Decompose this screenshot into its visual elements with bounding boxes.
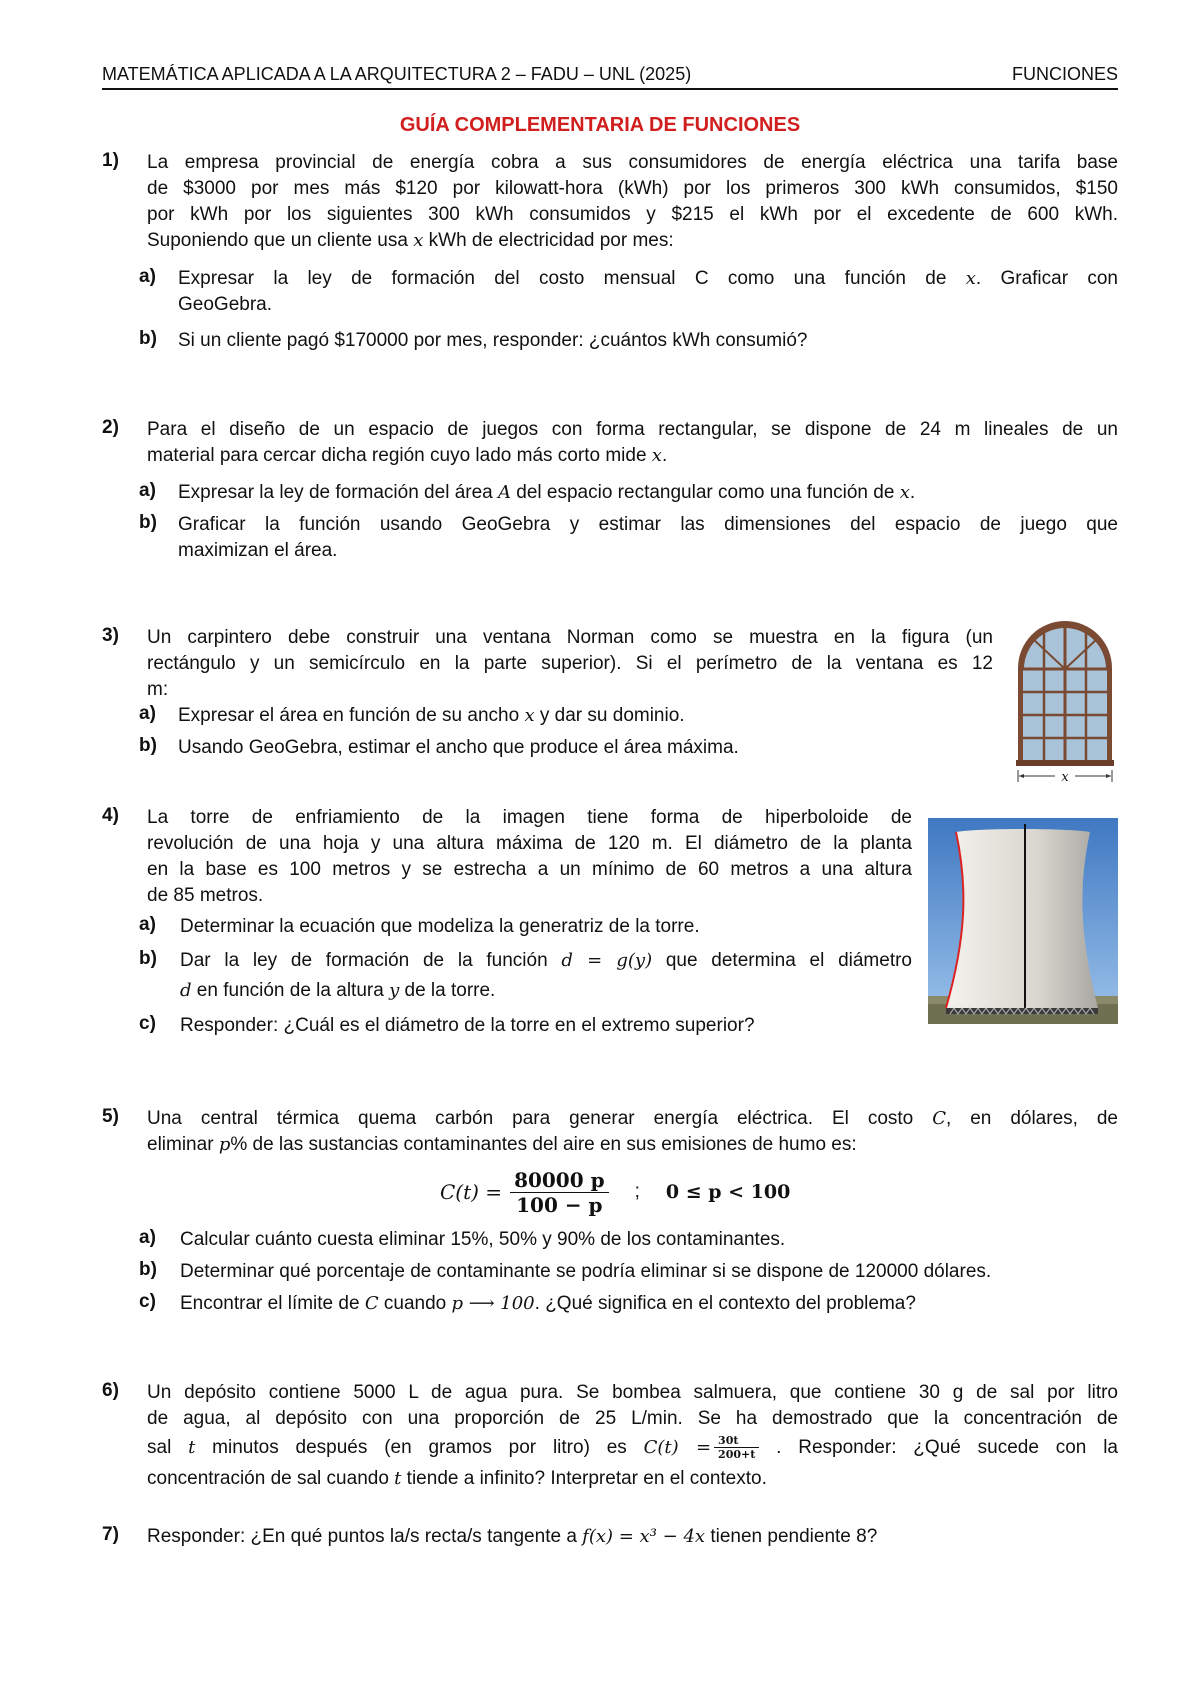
text: Suponiendo que un cliente usa [147, 230, 414, 251]
exercise-number: 6) [102, 1380, 119, 1401]
exercise-2a-text [178, 480, 915, 506]
exercise-4-line-4: de 85 metros. [147, 885, 264, 906]
text: . Graficar con [975, 268, 1118, 289]
exercise-4-line-2: revolución de una hoja y una altura máxima de 120 m. El diámetro de la planta [147, 833, 912, 854]
item-label: a) [139, 703, 156, 724]
figure-width-label: x [1061, 770, 1069, 785]
exercise-number: 3) [102, 625, 119, 646]
text: concentración de sal cuando [147, 1468, 395, 1489]
exercise-7-text [147, 1524, 877, 1550]
page-header [102, 62, 1118, 90]
exercise-number: 5) [102, 1106, 119, 1127]
exercise-4-line-1: La torre de enfriamiento de la imagen tiene forma de hiperboloide de [147, 807, 912, 828]
text: que determina el diámetro [652, 950, 912, 971]
formula-fraction [510, 1168, 609, 1217]
item-label: b) [139, 1259, 157, 1280]
text: cuando [378, 1293, 452, 1314]
text: Expresar la ley de formación del área [178, 482, 498, 503]
exercise-2b-line-2: maximizan el área. [178, 540, 338, 561]
header-topic: FUNCIONES [1011, 64, 1118, 84]
item-label: b) [139, 948, 157, 969]
text: , en dólares, de [945, 1108, 1119, 1129]
exercise-3-line-1: Un carpintero debe construir una ventana Norman como se muestra en la figura (un [147, 627, 993, 648]
exercise-4a-text: Determinar la ecuación que modeliza la generatriz de la torre. [180, 916, 700, 937]
text: Una central térmica quema carbón para generar energía eléctrica. El costo [147, 1108, 933, 1129]
text: . [661, 445, 668, 466]
math-expression: d = g(y) [561, 950, 653, 971]
math-var: C [932, 1108, 946, 1129]
exercise-4b-line-1 [180, 948, 912, 974]
exercise-3b-text: Usando GeoGebra, estimar el ancho que produce el área máxima. [178, 737, 739, 758]
item-label: a) [139, 266, 156, 287]
exercise-1-line-3: por kWh por los siguientes 300 kWh consumidos y $215 el kWh por el excedente de 600 kWh. [147, 204, 1118, 225]
exercise-6-line-4 [147, 1466, 767, 1492]
item-label: c) [139, 1291, 156, 1312]
item-label: b) [139, 512, 157, 533]
item-label: c) [139, 1013, 156, 1034]
text: del espacio rectangular como una función de [511, 482, 900, 503]
text: Expresar la ley de formación del costo mensual C como una función de [178, 268, 966, 289]
exercise-2-line-1: Para el diseño de un espacio de juegos con forma rectangular, se dispone de 24 m lineales de un [147, 419, 1118, 440]
norman-window-figure [1010, 612, 1120, 788]
exercise-3-line-2: rectángulo y un semicírculo en la parte superior). Si el perímetro de la ventana es 12 [147, 653, 993, 674]
text: Encontrar el límite de [180, 1293, 365, 1314]
math-var: x [651, 445, 662, 466]
exercise-1a-line-2: GeoGebra. [178, 294, 272, 315]
exercise-6-line-1: Un depósito contiene 5000 L de agua pura. Se bombea salmuera, que contiene 30 g de sal por litro [147, 1382, 1118, 1403]
math-var: A [498, 482, 511, 503]
item-label: a) [139, 914, 156, 935]
exercise-5a-text: Calcular cuánto cuesta eliminar 15%, 50% y 90% de los contaminantes. [180, 1229, 786, 1250]
exercise-number: 1) [102, 150, 119, 171]
exercise-1-line-1: La empresa provincial de energía cobra a sus consumidores de energía eléctrica una tarifa base [147, 152, 1118, 173]
exercise-4c-text: Responder: ¿Cuál es el diámetro de la torre en el extremo superior? [180, 1015, 755, 1036]
exercise-number: 2) [102, 417, 119, 438]
math-var: C [364, 1293, 379, 1314]
math-var: y [389, 980, 400, 1001]
math-var: t [394, 1468, 402, 1489]
text: minutos después (en gramos por litro) es [195, 1437, 644, 1458]
exercise-2b-line-1: Graficar la función usando GeoGebra y estimar las dimensiones del espacio de juego que [178, 514, 1118, 535]
text: de la torre. [399, 980, 496, 1001]
exercise-5c-text [180, 1291, 916, 1317]
text: kWh de electricidad por mes: [423, 230, 674, 251]
cost-formula [440, 1162, 790, 1222]
math-expression: C(t) = [643, 1437, 712, 1458]
math-var: t [188, 1437, 196, 1458]
formula-domain: 0 ≤ p < 100 [665, 1181, 791, 1203]
formula-lhs: C(t) = [440, 1180, 503, 1204]
exercise-3-line-3: m: [147, 679, 169, 700]
text: sal [147, 1437, 189, 1458]
formula-numerator: 80000 p [510, 1168, 609, 1193]
exercise-6-line-2: de agua, al depósito con una proporción de 25 L/min. Se ha demostrado que la concentración de [147, 1408, 1118, 1429]
exercise-1-line-4 [147, 228, 674, 254]
exercise-4-line-3: en la base es 100 metros y se estrecha a un mínimo de 60 metros a una altura [147, 859, 912, 880]
concentration-fraction [714, 1434, 759, 1461]
exercise-5-line-1 [147, 1106, 1118, 1132]
math-var: d [180, 980, 192, 1001]
exercise-1a-line-1 [178, 266, 1118, 292]
math-var: x [965, 268, 976, 289]
item-label: b) [139, 735, 157, 756]
text: Dar la ley de formación de la función [180, 950, 562, 971]
text: Responder: ¿En qué puntos la/s recta/s tangente a [147, 1526, 583, 1547]
exercise-number: 4) [102, 805, 119, 826]
formula-denominator: 100 − p [516, 1192, 603, 1217]
exercise-6-line-3 [147, 1432, 1118, 1464]
text: . [909, 482, 916, 503]
item-label: a) [139, 1227, 156, 1248]
text: . ¿Qué significa en el contexto del problema? [534, 1293, 916, 1314]
exercise-2-line-2 [147, 443, 667, 469]
exercise-3a-text [178, 703, 685, 729]
math-expression: p ⟶ 100 [451, 1293, 535, 1314]
text: tienen pendiente 8? [705, 1526, 878, 1547]
text: en función de la altura [191, 980, 390, 1001]
text: material para cercar dicha región cuyo lado más corto mide [147, 445, 652, 466]
text: Expresar el área en función de su ancho [178, 705, 525, 726]
text: tiende a infinito? Interpretar en el contexto. [401, 1468, 767, 1489]
exercise-1b-text: Si un cliente pagó $170000 por mes, responder: ¿cuántos kWh consumió? [178, 330, 808, 351]
page-title: GUÍA COMPLEMENTARIA DE FUNCIONES [399, 114, 801, 136]
text: . Responder: ¿Qué sucede con la [759, 1437, 1118, 1458]
exercise-5-line-2 [147, 1132, 857, 1158]
math-var: x [413, 230, 424, 251]
fraction-numerator: 30t [714, 1434, 759, 1448]
exercise-4b-line-2 [180, 978, 495, 1004]
formula-separator: ; [634, 1181, 640, 1202]
exercise-5b-text: Determinar qué porcentaje de contaminante se podría eliminar si se dispone de 120000 dólares. [180, 1261, 992, 1282]
header-course: MATEMÁTICA APLICADA A LA ARQUITECTURA 2 – FADU – UNL (2025) [102, 64, 692, 84]
exercise-number: 7) [102, 1524, 119, 1545]
item-label: a) [139, 480, 156, 501]
math-expression: f(x) = x³ − 4x [582, 1526, 706, 1547]
math-var: x [524, 705, 535, 726]
text: eliminar [147, 1134, 219, 1155]
text: y dar su dominio. [534, 705, 685, 726]
math-var: p [218, 1134, 231, 1155]
cooling-tower-photo [928, 818, 1118, 1024]
exercise-1-line-2: de $3000 por mes más $120 por kilowatt-hora (kWh) por los primeros 300 kWh consumidos, $150 [147, 178, 1118, 199]
fraction-denominator: 200+t [718, 1448, 756, 1462]
math-var: x [899, 482, 910, 503]
item-label: b) [139, 328, 157, 349]
text: % de las sustancias contaminantes del aire en sus emisiones de humo es: [230, 1134, 857, 1155]
